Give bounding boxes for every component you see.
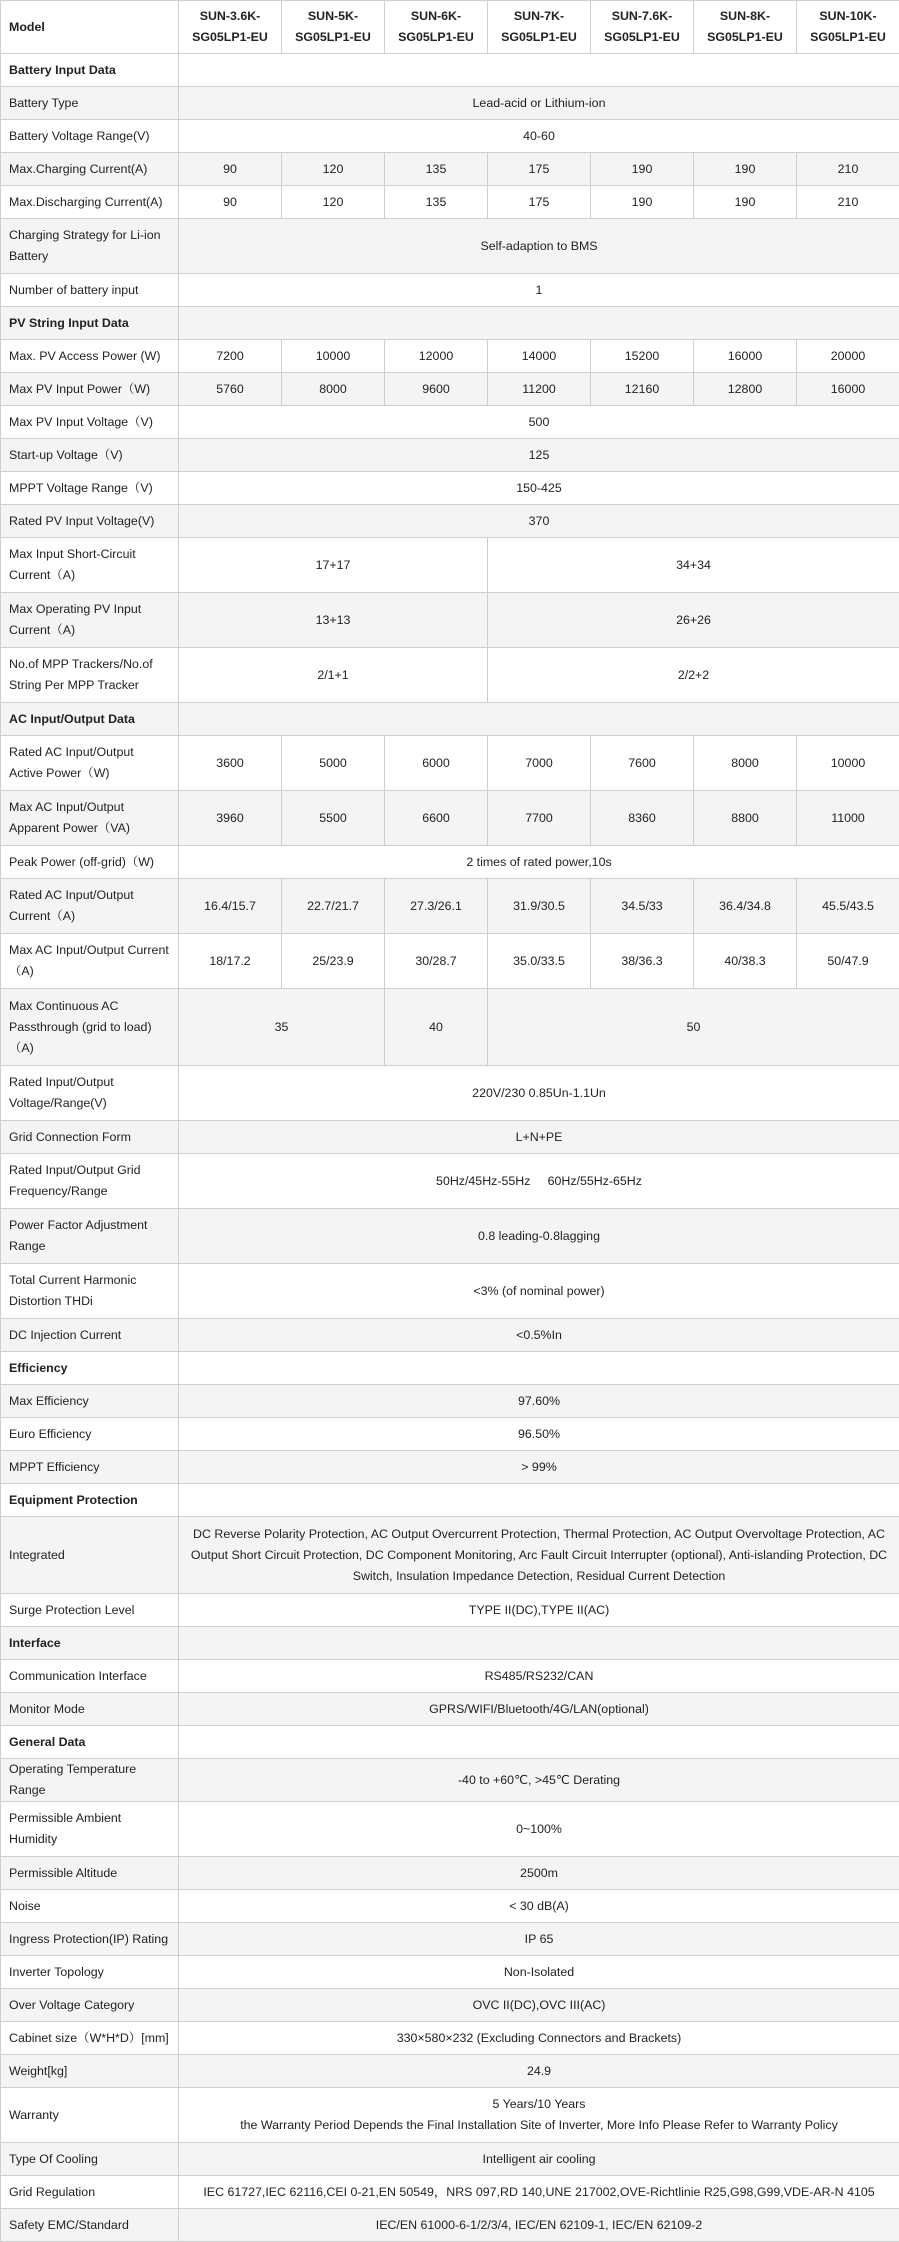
- spec-row: [1, 340, 899, 373]
- section-blank-cell: [179, 1627, 899, 1660]
- spec-value: 40: [385, 989, 488, 1066]
- spec-value: 370: [179, 505, 899, 538]
- spec-label: Grid Connection Form: [1, 1121, 179, 1154]
- spec-value: 34+34: [488, 538, 899, 593]
- spec-value: 16000: [694, 340, 797, 373]
- spec-value: 27.3/26.1: [385, 879, 488, 934]
- spec-label: Rated Input/Output Grid Frequency/Range: [1, 1154, 179, 1209]
- model-header: Model: [1, 1, 179, 54]
- spec-row: [1, 1418, 899, 1451]
- spec-row: [1, 2209, 899, 2242]
- spec-row: [1, 153, 899, 186]
- spec-label: Cabinet size（W*H*D）[mm]: [1, 2022, 179, 2055]
- spec-label: Communication Interface: [1, 1660, 179, 1693]
- section-row: [1, 307, 899, 340]
- spec-row: [1, 2176, 899, 2209]
- spec-row: [1, 1594, 899, 1627]
- spec-value: 35.0/33.5: [488, 934, 591, 989]
- spec-value: 5000: [282, 736, 385, 791]
- spec-row: [1, 1693, 899, 1726]
- spec-value: RS485/RS232/CAN: [179, 1660, 899, 1693]
- spec-value: 7700: [488, 791, 591, 846]
- spec-row: [1, 2143, 899, 2176]
- spec-value: 26+26: [488, 593, 899, 648]
- spec-label: Euro Efficiency: [1, 1418, 179, 1451]
- spec-value: DC Reverse Polarity Protection, AC Output Overcurrent Protection, Thermal Protection, AC Output Overvoltage Protection, AC Output Short Circuit Protection, DC Component Monitoring, Arc Fault Circuit Interrupter (optional), Anti-islanding Protection, DC Switch, Insulation Impedance Detection, Residual Current Detection: [179, 1517, 899, 1594]
- spec-label: Over Voltage Category: [1, 1989, 179, 2022]
- spec-label: Max Efficiency: [1, 1385, 179, 1418]
- model-column: SUN-6K-SG05LP1-EU: [385, 1, 488, 54]
- spec-value: 40/38.3: [694, 934, 797, 989]
- spec-label: Permissible Altitude: [1, 1857, 179, 1890]
- spec-label: Charging Strategy for Li-ion Battery: [1, 219, 179, 274]
- spec-label: Rated PV Input Voltage(V): [1, 505, 179, 538]
- section-row: [1, 54, 899, 87]
- spec-label: Rated AC Input/Output Current（A): [1, 879, 179, 934]
- spec-value: 16000: [797, 373, 899, 406]
- spec-value: Intelligent air cooling: [179, 2143, 899, 2176]
- spec-value: 90: [179, 186, 282, 219]
- spec-value: 20000: [797, 340, 899, 373]
- spec-value: IP 65: [179, 1923, 899, 1956]
- spec-row: [1, 1923, 899, 1956]
- spec-label: Max.Discharging Current(A): [1, 186, 179, 219]
- spec-value: 3960: [179, 791, 282, 846]
- spec-label: Inverter Topology: [1, 1956, 179, 1989]
- spec-value: 175: [488, 153, 591, 186]
- spec-value: 5760: [179, 373, 282, 406]
- spec-label: Surge Protection Level: [1, 1594, 179, 1627]
- spec-value: IEC/EN 61000-6-1/2/3/4, IEC/EN 62109-1, IEC/EN 62109-2: [179, 2209, 899, 2242]
- spec-value: 210: [797, 153, 899, 186]
- spec-value: 8360: [591, 791, 694, 846]
- spec-value: OVC II(DC),OVC III(AC): [179, 1989, 899, 2022]
- model-column: SUN-5K-SG05LP1-EU: [282, 1, 385, 54]
- spec-row: [1, 1319, 899, 1352]
- spec-row: [1, 1209, 899, 1264]
- spec-value: 190: [591, 186, 694, 219]
- spec-label: DC Injection Current: [1, 1319, 179, 1352]
- spec-value: 135: [385, 186, 488, 219]
- spec-row: [1, 1385, 899, 1418]
- section-title: General Data: [1, 1726, 179, 1759]
- spec-value: 190: [694, 186, 797, 219]
- section-blank-cell: [179, 54, 899, 87]
- spec-value: 90: [179, 153, 282, 186]
- spec-value: 18/17.2: [179, 934, 282, 989]
- spec-value: > 99%: [179, 1451, 899, 1484]
- section-title: Battery Input Data: [1, 54, 179, 87]
- spec-value: 135: [385, 153, 488, 186]
- spec-value: TYPE II(DC),TYPE II(AC): [179, 1594, 899, 1627]
- spec-label: Start-up Voltage（V): [1, 439, 179, 472]
- spec-row: [1, 2088, 899, 2143]
- spec-value: 17+17: [179, 538, 488, 593]
- spec-value: 9600: [385, 373, 488, 406]
- spec-value: L+N+PE: [179, 1121, 899, 1154]
- spec-row: [1, 274, 899, 307]
- spec-label: Max PV Input Power（W): [1, 373, 179, 406]
- spec-label: Warranty: [1, 2088, 179, 2143]
- spec-value: 30/28.7: [385, 934, 488, 989]
- spec-row: [1, 648, 899, 703]
- spec-value: IEC 61727,IEC 62116,CEI 0-21,EN 50549，NRS 097,RD 140,UNE 217002,OVE-Richtlinie R25,G98,G99,VDE-AR-N 4105: [179, 2176, 899, 2209]
- spec-row: [1, 1857, 899, 1890]
- spec-row: [1, 1956, 899, 1989]
- spec-value: 6600: [385, 791, 488, 846]
- spec-label: Max AC Input/Output Current（A): [1, 934, 179, 989]
- spec-label: Total Current Harmonic Distortion THDi: [1, 1264, 179, 1319]
- spec-row: [1, 538, 899, 593]
- spec-row: [1, 87, 899, 120]
- spec-value: 3600: [179, 736, 282, 791]
- model-column: SUN-7K-SG05LP1-EU: [488, 1, 591, 54]
- spec-table-body: [1, 54, 899, 2242]
- spec-value: 12160: [591, 373, 694, 406]
- spec-label: Noise: [1, 1890, 179, 1923]
- spec-value: 7200: [179, 340, 282, 373]
- spec-value: 8800: [694, 791, 797, 846]
- spec-row: [1, 186, 899, 219]
- spec-value: 0.8 leading-0.8lagging: [179, 1209, 899, 1264]
- spec-row: [1, 472, 899, 505]
- section-blank-cell: [179, 1726, 899, 1759]
- spec-row: [1, 2022, 899, 2055]
- model-column: SUN-3.6K-SG05LP1-EU: [179, 1, 282, 54]
- section-blank-cell: [179, 1352, 899, 1385]
- spec-value: 6000: [385, 736, 488, 791]
- spec-row: [1, 846, 899, 879]
- spec-value: 24.9: [179, 2055, 899, 2088]
- spec-label: Peak Power (off-grid)（W): [1, 846, 179, 879]
- section-title: Interface: [1, 1627, 179, 1660]
- spec-value: 220V/230 0.85Un-1.1Un: [179, 1066, 899, 1121]
- section-title: PV String Input Data: [1, 307, 179, 340]
- spec-label: Max.Charging Current(A): [1, 153, 179, 186]
- spec-label: Permissible Ambient Humidity: [1, 1802, 179, 1857]
- section-row: [1, 1352, 899, 1385]
- spec-value: 22.7/21.7: [282, 879, 385, 934]
- spec-label: Rated Input/Output Voltage/Range(V): [1, 1066, 179, 1121]
- section-blank-cell: [179, 703, 899, 736]
- spec-value: 7600: [591, 736, 694, 791]
- spec-value: 190: [591, 153, 694, 186]
- spec-row: [1, 505, 899, 538]
- spec-row: [1, 1264, 899, 1319]
- spec-value: 5 Years/10 Years the Warranty Period Depends the Final Installation Site of Inverter, More Info Please Refer to Warranty Policy: [179, 2088, 899, 2143]
- spec-row: [1, 593, 899, 648]
- spec-row: [1, 736, 899, 791]
- spec-value: 13+13: [179, 593, 488, 648]
- spec-value: 50: [488, 989, 899, 1066]
- spec-row: [1, 1154, 899, 1209]
- spec-row: [1, 934, 899, 989]
- section-blank-cell: [179, 307, 899, 340]
- spec-value: 120: [282, 186, 385, 219]
- spec-label: Weight[kg]: [1, 2055, 179, 2088]
- spec-value: 40-60: [179, 120, 899, 153]
- spec-row: [1, 1517, 899, 1594]
- spec-value: 2/1+1: [179, 648, 488, 703]
- spec-value: 11000: [797, 791, 899, 846]
- spec-table-header: [1, 1, 899, 54]
- spec-label: Operating Temperature Range: [1, 1759, 179, 1802]
- spec-row: [1, 1660, 899, 1693]
- spec-value: 10000: [797, 736, 899, 791]
- spec-label: Ingress Protection(IP) Rating: [1, 1923, 179, 1956]
- spec-row: [1, 1121, 899, 1154]
- spec-value: 31.9/30.5: [488, 879, 591, 934]
- spec-label: Max AC Input/Output Apparent Power（VA): [1, 791, 179, 846]
- spec-value: Lead-acid or Lithium-ion: [179, 87, 899, 120]
- spec-label: Grid Regulation: [1, 2176, 179, 2209]
- spec-row: [1, 989, 899, 1066]
- spec-row: [1, 1989, 899, 2022]
- spec-value: 14000: [488, 340, 591, 373]
- spec-value: 12000: [385, 340, 488, 373]
- spec-value: 175: [488, 186, 591, 219]
- spec-value: 35: [179, 989, 385, 1066]
- spec-row: [1, 120, 899, 153]
- spec-value: 16.4/15.7: [179, 879, 282, 934]
- spec-label: Type Of Cooling: [1, 2143, 179, 2176]
- spec-label: Battery Type: [1, 87, 179, 120]
- spec-value: 120: [282, 153, 385, 186]
- spec-value: 12800: [694, 373, 797, 406]
- spec-value: GPRS/WIFI/Bluetooth/4G/LAN(optional): [179, 1693, 899, 1726]
- spec-value: 125: [179, 439, 899, 472]
- spec-value: 2/2+2: [488, 648, 899, 703]
- spec-value: 210: [797, 186, 899, 219]
- spec-label: Max Operating PV Input Current（A): [1, 593, 179, 648]
- spec-value: 50/47.9: [797, 934, 899, 989]
- model-column: SUN-8K-SG05LP1-EU: [694, 1, 797, 54]
- spec-row: [1, 1802, 899, 1857]
- spec-value: 36.4/34.8: [694, 879, 797, 934]
- model-column: SUN-10K-SG05LP1-EU: [797, 1, 899, 54]
- spec-value: 45.5/43.5: [797, 879, 899, 934]
- spec-row: [1, 2055, 899, 2088]
- spec-value: 10000: [282, 340, 385, 373]
- spec-value: 34.5/33: [591, 879, 694, 934]
- spec-row: [1, 1066, 899, 1121]
- spec-label: Power Factor Adjustment Range: [1, 1209, 179, 1264]
- spec-value: 8000: [282, 373, 385, 406]
- spec-value: 50Hz/45Hz-55Hz 60Hz/55Hz-65Hz: [179, 1154, 899, 1209]
- spec-value: 5500: [282, 791, 385, 846]
- section-title: Efficiency: [1, 1352, 179, 1385]
- spec-label: Number of battery input: [1, 274, 179, 307]
- spec-value: Non-Isolated: [179, 1956, 899, 1989]
- spec-label: MPPT Efficiency: [1, 1451, 179, 1484]
- spec-label: Rated AC Input/Output Active Power（W): [1, 736, 179, 791]
- spec-value: <3% (of nominal power): [179, 1264, 899, 1319]
- spec-label: Max PV Input Voltage（V): [1, 406, 179, 439]
- spec-value: 11200: [488, 373, 591, 406]
- spec-row: [1, 791, 899, 846]
- spec-value: 190: [694, 153, 797, 186]
- spec-label: Max Continuous AC Passthrough (grid to load)（A): [1, 989, 179, 1066]
- spec-label: Safety EMC/Standard: [1, 2209, 179, 2242]
- spec-value: 38/36.3: [591, 934, 694, 989]
- spec-label: Monitor Mode: [1, 1693, 179, 1726]
- spec-value: 15200: [591, 340, 694, 373]
- spec-row: [1, 439, 899, 472]
- spec-value: 8000: [694, 736, 797, 791]
- spec-label: MPPT Voltage Range（V): [1, 472, 179, 505]
- spec-value: 7000: [488, 736, 591, 791]
- spec-label: Battery Voltage Range(V): [1, 120, 179, 153]
- spec-value: < 30 dB(A): [179, 1890, 899, 1923]
- spec-value: 1: [179, 274, 899, 307]
- spec-value: 25/23.9: [282, 934, 385, 989]
- spec-row: [1, 1451, 899, 1484]
- spec-row: [1, 219, 899, 274]
- spec-value: 2 times of rated power,10s: [179, 846, 899, 879]
- section-row: [1, 703, 899, 736]
- spec-row: [1, 406, 899, 439]
- spec-value: 150-425: [179, 472, 899, 505]
- spec-value: Self-adaption to BMS: [179, 219, 899, 274]
- section-title: AC Input/Output Data: [1, 703, 179, 736]
- model-column: SUN-7.6K-SG05LP1-EU: [591, 1, 694, 54]
- spec-row: [1, 1759, 899, 1802]
- spec-label: Max. PV Access Power (W): [1, 340, 179, 373]
- spec-row: [1, 879, 899, 934]
- spec-row: [1, 373, 899, 406]
- section-row: [1, 1726, 899, 1759]
- section-row: [1, 1484, 899, 1517]
- spec-value: 0~100%: [179, 1802, 899, 1857]
- spec-value: 330×580×232 (Excluding Connectors and Brackets): [179, 2022, 899, 2055]
- spec-label: Max Input Short-Circuit Current（A): [1, 538, 179, 593]
- spec-value: 2500m: [179, 1857, 899, 1890]
- spec-label: Integrated: [1, 1517, 179, 1594]
- spec-value: 500: [179, 406, 899, 439]
- spec-label: No.of MPP Trackers/No.of String Per MPP Tracker: [1, 648, 179, 703]
- section-blank-cell: [179, 1484, 899, 1517]
- spec-value: <0.5%In: [179, 1319, 899, 1352]
- spec-value: 96.50%: [179, 1418, 899, 1451]
- section-title: Equipment Protection: [1, 1484, 179, 1517]
- spec-row: [1, 1890, 899, 1923]
- section-row: [1, 1627, 899, 1660]
- spec-value: 97.60%: [179, 1385, 899, 1418]
- spec-value: -40 to +60℃, >45℃ Derating: [179, 1759, 899, 1802]
